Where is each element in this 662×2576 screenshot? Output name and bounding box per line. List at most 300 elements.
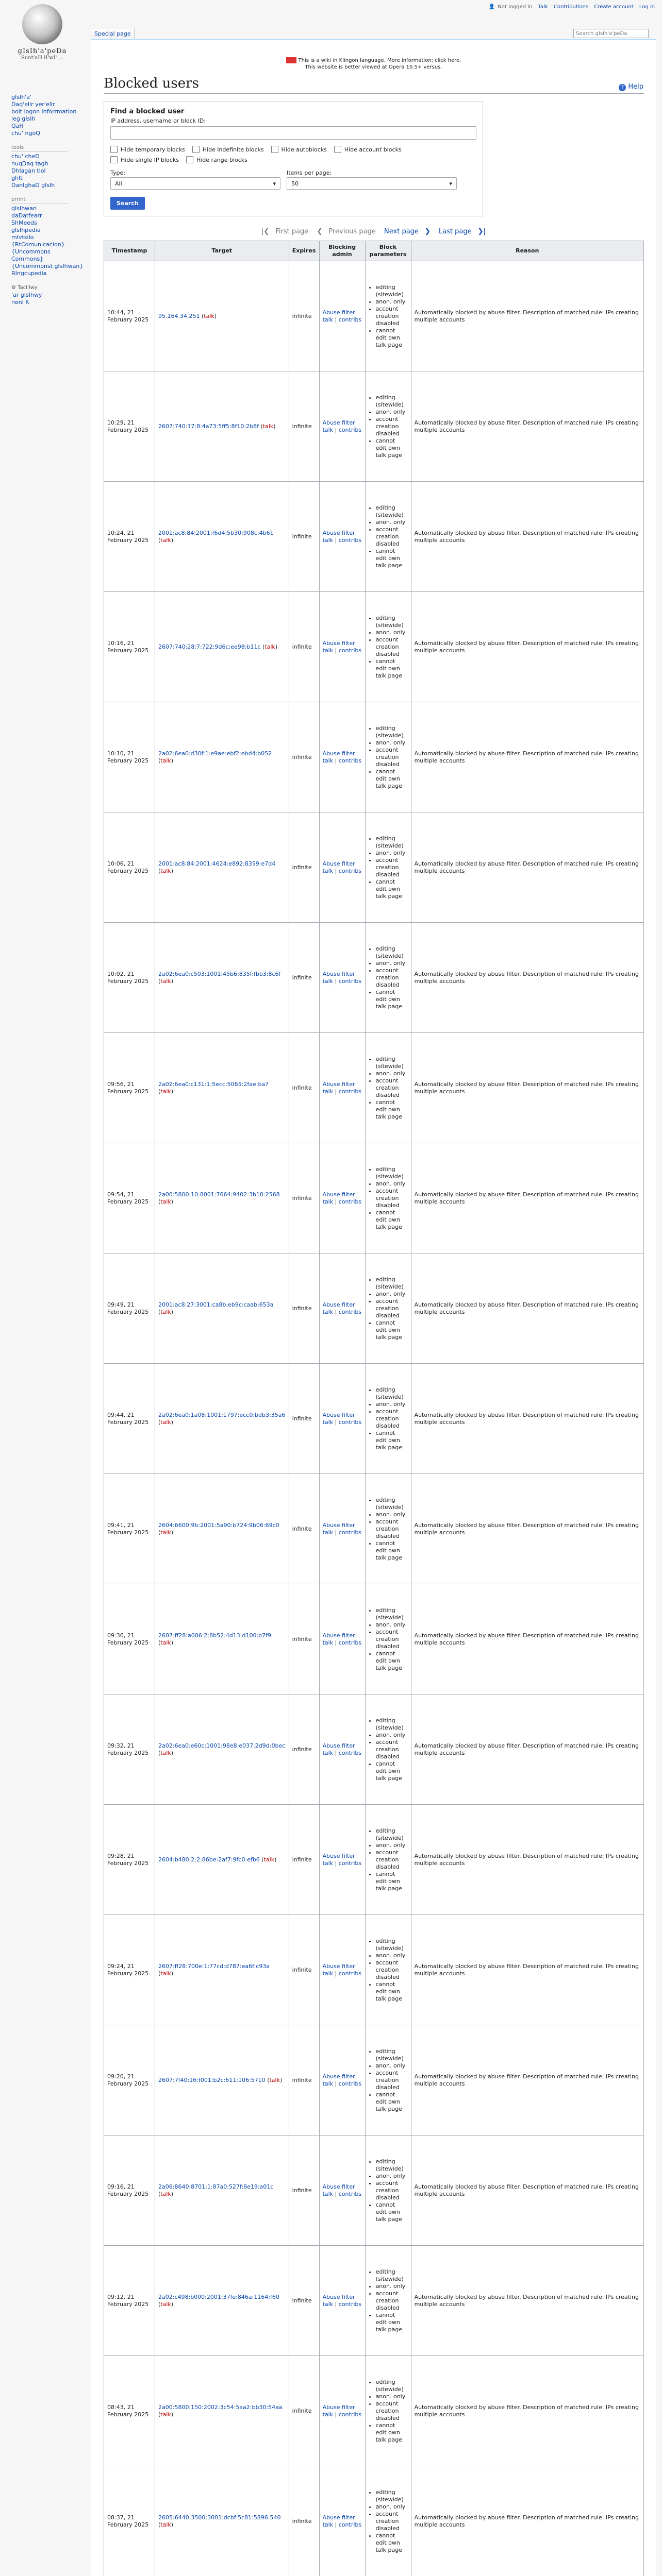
separator: | (333, 316, 339, 323)
not-logged-in: Not logged in (498, 4, 533, 10)
expires-cell: infinite (289, 1033, 319, 1143)
table-row (104, 923, 644, 1033)
reason-cell: Automatically blocked by abuse filter. Description of matched rule: IPs creating multiple accounts (411, 2246, 643, 2356)
expires-cell: infinite (289, 2356, 319, 2466)
param-item: • cannot edit own talk page (376, 1650, 408, 1672)
target-talk-link[interactable]: talk (160, 2300, 171, 2308)
admin-link[interactable]: Abuse filter (322, 1632, 355, 1639)
admin-talk-link[interactable]: talk (322, 2521, 334, 2528)
target-ip-link[interactable]: 95.164.34.251 (158, 312, 200, 319)
expires-cell: infinite (289, 2136, 319, 2246)
checkbox-box[interactable] (334, 146, 341, 153)
param-item: • editing (sitewide) (376, 2048, 408, 2062)
target-talk-link[interactable]: talk (160, 1088, 171, 1095)
timestamp-cell: 09:12, 21 February 2025 (104, 2246, 155, 2356)
params-cell (365, 1143, 411, 1253)
sidebar-tool-item[interactable]: nuqDaq tagh (11, 160, 48, 167)
sidebar-nav-item[interactable]: QaH (11, 123, 24, 129)
form-legend: Find a blocked user (110, 108, 185, 115)
admin-link[interactable]: Abuse filter (322, 2073, 355, 2080)
admin-contribs-link[interactable]: contribs (338, 1308, 362, 1315)
filter-checkbox[interactable] (110, 156, 179, 163)
param-item: • cannot edit own talk page (376, 2312, 408, 2333)
admin-link[interactable]: Abuse filter (322, 2403, 355, 2411)
sidebar-nav-item[interactable]: chu' ngoQ (11, 130, 40, 137)
admin-contribs-link[interactable]: contribs (338, 1859, 362, 1867)
target-cell: 2a02:6ea0:1a08:1001:1797:ecc0:bdb3:35a6 (talk) (155, 1364, 289, 1474)
sidebar-tool-item[interactable]: chu' cheD (11, 153, 40, 160)
admin-talk-link[interactable]: talk (322, 1198, 334, 1205)
col-expires[interactable]: Expires (289, 241, 319, 261)
sidebar-nav-item[interactable]: gIsIh'a' (11, 94, 31, 100)
admin-talk-link[interactable]: talk (322, 2190, 334, 2197)
target-talk-link[interactable]: talk (160, 1198, 171, 1205)
table-row (104, 702, 644, 812)
target-talk-link[interactable]: talk (160, 1749, 171, 1756)
sidebar-print-item[interactable]: daDatfearr (11, 212, 42, 219)
target-ip-link[interactable]: 2607:740:28:7:722:9d6c:ee98:b11c (158, 643, 261, 650)
checkbox-box[interactable] (110, 146, 118, 153)
col-params: Block parameters (365, 241, 411, 261)
admin-contribs-link[interactable]: contribs (338, 977, 362, 985)
admin-talk-link[interactable]: talk (322, 2080, 334, 2087)
admin-talk-link[interactable]: talk (322, 1859, 334, 1867)
admin-link[interactable]: Abuse filter (322, 419, 355, 426)
separator: | (333, 426, 339, 433)
admin-contribs-link[interactable]: contribs (338, 867, 362, 874)
admin-link[interactable]: Abuse filter (322, 2293, 355, 2300)
gear-icon[interactable]: ⚙ (11, 285, 16, 291)
target-cell: 2a02:6ea0:c503:1001:45b6:835f:fbb3:8c6f (talk) (155, 923, 289, 1033)
filter-checkbox[interactable] (186, 156, 247, 163)
checkbox-label: Hide temporary blocks (121, 146, 185, 153)
admin-talk-link[interactable]: talk (322, 977, 334, 985)
params-list (369, 2379, 408, 2444)
table-header-row (104, 241, 644, 261)
param-item: • editing (sitewide) (376, 504, 408, 519)
param-item: • account creation disabled (376, 526, 408, 548)
login-link[interactable]: Log in (639, 4, 655, 10)
target-ip-link[interactable]: 2604:6600:9b:2001:5a90:b724:9b06:69c0 (158, 1521, 279, 1529)
admin-contribs-link[interactable]: contribs (338, 2411, 362, 2418)
param-item: • editing (sitewide) (376, 1717, 408, 1732)
filter-checkbox[interactable] (334, 146, 402, 153)
admin-contribs-link[interactable]: contribs (338, 1970, 362, 1977)
admin-cell (319, 1805, 365, 1915)
contributions-link[interactable]: Contributions (553, 4, 589, 10)
type-value: All (115, 180, 122, 187)
admin-talk-link[interactable]: talk (322, 1749, 334, 1756)
admin-link[interactable]: Abuse filter (322, 750, 355, 757)
target-talk-link[interactable]: talk (204, 312, 214, 319)
admin-link[interactable]: Abuse filter (322, 2514, 355, 2521)
sidebar-tool-item[interactable]: DanIghaD gIsIh (11, 182, 55, 189)
col-reason: Reason (411, 241, 643, 261)
params-list (369, 1276, 408, 1341)
target-ip-link[interactable]: 2001:ac8:27:3001:ca8b:eb9c:caab:653a (158, 1301, 274, 1308)
admin-link[interactable]: Abuse filter (322, 970, 355, 977)
admin-contribs-link[interactable]: contribs (338, 536, 362, 544)
checkbox-box[interactable] (110, 156, 118, 163)
separator: | (333, 536, 339, 544)
target-ip-link[interactable]: 2a02:6ea0:d30f:1:e9ae:ebf2:ebd4:b052 (158, 750, 272, 757)
checkbox-label: Hide range blocks (196, 156, 247, 163)
target-cell: 2a02:6ea0:e60c:1001:98e8:e037:2d9d:0bec (talk) (155, 1694, 289, 1805)
target-ip-link[interactable]: 2a00:5800:150:2002:3c54:5aa2:bb30:54aa (158, 2403, 283, 2411)
sidebar-print-item[interactable]: mIvtsilo (11, 234, 34, 241)
param-item: • editing (sitewide) (376, 615, 408, 629)
target-cell: 2a02:c498:b000:2001:37fe:846a:1164:f60 (talk) (155, 2246, 289, 2356)
admin-cell (319, 482, 365, 592)
param-item: • anon. only (376, 850, 408, 857)
admin-contribs-link[interactable]: contribs (338, 426, 362, 433)
admin-link[interactable]: Abuse filter (322, 1962, 355, 1970)
admin-talk-link[interactable]: talk (322, 1088, 334, 1095)
target-ip-link[interactable]: 2a02:6ea0:c503:1001:45b6:835f:fbb3:8c6f (158, 970, 281, 977)
target-talk-link[interactable]: talk (160, 977, 171, 985)
admin-link[interactable]: Abuse filter (322, 1411, 355, 1418)
target-talk-link[interactable]: talk (264, 643, 275, 650)
table-row (104, 261, 644, 371)
admin-contribs-link[interactable]: contribs (338, 757, 362, 764)
admin-talk-link[interactable]: talk (322, 316, 334, 323)
target-cell: 2604:6600:9b:2001:5a90:b724:9b06:69c0 (talk) (155, 1474, 289, 1584)
admin-cell (319, 2246, 365, 2356)
create-account-link[interactable]: Create account (594, 4, 634, 10)
target-cell: 2607:ff28:a006:2:8b52:4d13:d100:b7f9 (talk) (155, 1584, 289, 1694)
reason-cell: Automatically blocked by abuse filter. Description of matched rule: IPs creating multiple accounts (411, 1253, 643, 1364)
reason-cell: Automatically blocked by abuse filter. Description of matched rule: IPs creating multiple accounts (411, 812, 643, 923)
target-ip-link[interactable]: 2001:ac8:84:2001:f6d4:5b30:908c:4b61 (158, 529, 274, 536)
target-ip-link[interactable]: 2607:ff28:700e:1:77cd:d787:ea6f:c93a (158, 1962, 270, 1970)
timestamp-cell: 10:44, 21 February 2025 (104, 261, 155, 371)
table-row (104, 2136, 644, 2246)
target-talk-link[interactable]: talk (263, 1856, 275, 1863)
sidebar-tool-item[interactable]: ghIt (11, 175, 23, 181)
sidebar-nav-item[interactable]: Daq'ellr yer'ellr (11, 101, 55, 108)
find-blocked-user-form (104, 101, 483, 216)
target-ip-link[interactable]: 2a06:8640:8701:1:87a0:527f:8e19:a01c (158, 2183, 274, 2190)
param-item: • editing (sitewide) (376, 1827, 408, 1842)
expires-cell: infinite (289, 702, 319, 812)
params-list (369, 284, 408, 349)
last-page-icon[interactable]: ❯| (477, 228, 486, 235)
target-cell: 2607:7f40:16:f001:b2c:611:106:5710 (talk) (155, 2025, 289, 2136)
col-target[interactable]: Target (155, 241, 289, 261)
expires-cell: infinite (289, 2466, 319, 2576)
site-logo[interactable] (4, 4, 80, 71)
admin-contribs-link[interactable]: contribs (338, 1198, 362, 1205)
reason-cell: Automatically blocked by abuse filter. Description of matched rule: IPs creating multiple accounts (411, 702, 643, 812)
admin-contribs-link[interactable]: contribs (338, 2080, 362, 2087)
admin-link[interactable]: Abuse filter (322, 860, 355, 867)
param-item: • anon. only (376, 2283, 408, 2290)
params-cell (365, 2246, 411, 2356)
checkbox-box[interactable] (186, 156, 193, 163)
target-ip-link[interactable]: 2604:b480:2:2:86be:2af7:9fc0:efb6 (158, 1856, 260, 1863)
admin-talk-link[interactable]: talk (322, 1308, 334, 1315)
admin-contribs-link[interactable]: contribs (338, 316, 362, 323)
timestamp-cell: 09:49, 21 February 2025 (104, 1253, 155, 1364)
target-talk-link[interactable]: talk (160, 2190, 171, 2197)
filter-checkbox[interactable] (192, 146, 264, 153)
params-cell (365, 2356, 411, 2466)
target-talk-link[interactable]: talk (160, 2411, 171, 2418)
separator: | (333, 1529, 339, 1536)
target-talk-link[interactable]: talk (160, 2521, 171, 2528)
target-talk-link[interactable]: talk (160, 1418, 171, 1426)
param-item: • anon. only (376, 298, 408, 306)
param-item: • account creation disabled (376, 1298, 408, 1319)
sidebar-nav-item[interactable]: leg gIsIh (11, 115, 36, 122)
next-page-icon[interactable]: ❯ (424, 228, 431, 235)
reason-cell: Automatically blocked by abuse filter. Description of matched rule: IPs creating multiple accounts (411, 2356, 643, 2466)
sidebar-print-item[interactable]: {RtComunicacion} (11, 241, 65, 248)
sidebar-print-item[interactable]: RIngcupedia (11, 270, 47, 277)
admin-talk-link[interactable]: talk (322, 867, 334, 874)
type-select[interactable] (110, 177, 280, 190)
param-item: • editing (sitewide) (376, 1166, 408, 1180)
tab-bar (91, 27, 657, 39)
pager (91, 228, 656, 235)
checkbox-box[interactable] (271, 146, 278, 153)
search-button[interactable]: Search (110, 197, 145, 210)
sidebar-print-item[interactable]: ShMeeds (11, 219, 37, 226)
params-cell (365, 1805, 411, 1915)
param-item: • anon. only (376, 1291, 408, 1298)
type-label: Type: (110, 170, 125, 176)
admin-cell (319, 1584, 365, 1694)
params-cell (365, 482, 411, 592)
expires-cell: infinite (289, 592, 319, 702)
admin-cell (319, 1143, 365, 1253)
param-item: • account creation disabled (376, 1077, 408, 1099)
params-list (369, 725, 408, 790)
admin-link[interactable]: Abuse filter (322, 1521, 355, 1529)
admin-talk-link[interactable]: talk (322, 757, 334, 764)
admin-talk-link[interactable]: talk (322, 647, 334, 654)
admin-link[interactable]: Abuse filter (322, 639, 355, 647)
talk-link[interactable]: Talk (538, 4, 548, 10)
admin-contribs-link[interactable]: contribs (338, 2300, 362, 2308)
target-talk-link[interactable]: talk (160, 867, 171, 874)
param-item: • anon. only (376, 1952, 408, 1959)
search-input[interactable]: Search gIsIh'a'peDa (573, 29, 649, 38)
param-item: • cannot edit own talk page (376, 2532, 408, 2554)
timestamp-cell: 09:28, 21 February 2025 (104, 1805, 155, 1915)
target-ip-link[interactable]: 2a02:6ea0:e60c:1001:98e8:e037:2d9d:0bec (158, 1742, 286, 1749)
admin-cell (319, 261, 365, 371)
last-page-link[interactable]: Last page (438, 228, 472, 235)
target-talk-link[interactable]: talk (160, 1970, 171, 1977)
table-row (104, 1143, 644, 1253)
target-ip-link[interactable]: 2a02:6ea0:c131:1:5ecc:5065:2fae:ba7 (158, 1080, 269, 1088)
sidebar-print-item[interactable]: gIsIhpedia (11, 227, 41, 233)
sidebar-print-heading: prrint (11, 196, 68, 204)
admin-contribs-link[interactable]: contribs (338, 1529, 362, 1536)
admin-talk-link[interactable]: talk (322, 1418, 334, 1426)
next-page-link[interactable]: Next page (384, 228, 419, 235)
admin-link[interactable]: Abuse filter (322, 1301, 355, 1308)
param-item: • anon. only (376, 629, 408, 636)
expires-cell: infinite (289, 1474, 319, 1584)
param-item: • editing (sitewide) (376, 835, 408, 850)
target-talk-link[interactable]: talk (160, 757, 171, 764)
params-cell (365, 1033, 411, 1143)
target-ip-link[interactable]: 2a00:5800:10:8001:7664:9402:3b10:2568 (158, 1191, 280, 1198)
timestamp-cell: 09:16, 21 February 2025 (104, 2136, 155, 2246)
sidebar-nav-item[interactable]: bolt logon inforrmation (11, 108, 77, 115)
items-per-page-select[interactable] (287, 177, 457, 190)
admin-contribs-link[interactable]: contribs (338, 1749, 362, 1756)
help-link[interactable] (619, 83, 643, 91)
admin-contribs-link[interactable]: contribs (338, 2521, 362, 2528)
admin-talk-link[interactable]: talk (322, 2411, 334, 2418)
admin-contribs-link[interactable]: contribs (338, 1639, 362, 1646)
help-label[interactable]: Help (628, 83, 643, 91)
admin-talk-link[interactable]: talk (322, 1529, 334, 1536)
timestamp-cell: 09:24, 21 February 2025 (104, 1915, 155, 2025)
admin-link[interactable]: Abuse filter (322, 1852, 355, 1859)
param-item: • account creation disabled (376, 1739, 408, 1760)
params-cell (365, 702, 411, 812)
timestamp-cell: 09:44, 21 February 2025 (104, 1364, 155, 1474)
params-list (369, 2158, 408, 2223)
params-list (369, 2268, 408, 2333)
separator: | (333, 1749, 339, 1756)
target-input[interactable] (110, 126, 476, 140)
sidebar-tool-item[interactable]: Dhlagan tlol (11, 167, 46, 174)
reason-cell: Automatically blocked by abuse filter. Description of matched rule: IPs creating multiple accounts (411, 371, 643, 482)
notice-line-2: This website is better viewed at Opera 10.5+ versus. (305, 64, 442, 70)
param-item: • editing (sitewide) (376, 725, 408, 739)
target-ip-link[interactable]: 2607:ff28:a006:2:8b52:4d13:d100:b7f9 (158, 1632, 272, 1639)
param-item: • editing (sitewide) (376, 2268, 408, 2283)
table-row (104, 1805, 644, 1915)
sidebar-print-item[interactable]: gIsIhwan (11, 205, 37, 212)
target-talk-link[interactable]: talk (262, 422, 274, 430)
target-talk-link[interactable]: talk (269, 2076, 280, 2083)
params-list (369, 1056, 408, 1121)
target-input-label: IP address, username or block ID: (110, 117, 206, 124)
sidebar-print-item[interactable]: {Uncommonst gIsIhwan} (11, 263, 84, 269)
admin-talk-link[interactable]: talk (322, 536, 334, 544)
params-list (369, 2489, 408, 2554)
expires-cell: infinite (289, 261, 319, 371)
sidebar-language-item[interactable]: 'ar gIsIhwy (11, 292, 42, 298)
page-title: Blocked users (104, 76, 644, 94)
target-ip-link[interactable]: 2001:ac8:84:2001:4624:e892:8359:e7d4 (158, 860, 276, 867)
table-row (104, 812, 644, 923)
col-admin[interactable]: Blocking admin (319, 241, 365, 261)
checkbox-box[interactable] (192, 146, 200, 153)
target-cell: 2001:ac8:84:2001:4624:e892:8359:e7d4 (talk) (155, 812, 289, 923)
timestamp-cell: 10:24, 21 February 2025 (104, 482, 155, 592)
filter-checkboxes (110, 146, 430, 163)
target-talk-link[interactable]: talk (160, 1529, 171, 1536)
target-ip-link[interactable]: 2a02:c498:b000:2001:37fe:846a:1164:f60 (158, 2293, 279, 2300)
reason-cell: Automatically blocked by abuse filter. Description of matched rule: IPs creating multiple accounts (411, 1364, 643, 1474)
param-item: • cannot edit own talk page (376, 1981, 408, 2003)
admin-cell (319, 1253, 365, 1364)
separator: | (333, 1308, 339, 1315)
target-talk-link[interactable]: talk (160, 1308, 171, 1315)
admin-contribs-link[interactable]: contribs (338, 1418, 362, 1426)
params-list (369, 1607, 408, 1672)
table-row (104, 371, 644, 482)
col-timestamp[interactable]: Timestamp (104, 241, 155, 261)
chevron-down-icon: ▾ (449, 180, 452, 187)
admin-link[interactable]: Abuse filter (322, 529, 355, 536)
admin-cell (319, 702, 365, 812)
separator: | (333, 2190, 339, 2197)
param-item: • account creation disabled (376, 967, 408, 989)
sidebar-tools (11, 144, 84, 189)
tab-special-page[interactable] (91, 28, 135, 39)
admin-link[interactable]: Abuse filter (322, 1080, 355, 1088)
table-row (104, 1915, 644, 2025)
logo-tagline: Sunt'aH lI'wI' ... (21, 55, 64, 61)
admin-contribs-link[interactable]: contribs (338, 1088, 362, 1095)
admin-talk-link[interactable]: talk (322, 426, 334, 433)
help-icon: ? (619, 84, 626, 91)
target-talk-link[interactable]: talk (160, 536, 171, 544)
target-ip-link[interactable]: 2607:7f40:16:f001:b2c:611:106:5710 (158, 2076, 266, 2083)
reason-cell: Automatically blocked by abuse filter. Description of matched rule: IPs creating multiple accounts (411, 1915, 643, 2025)
param-item: • account creation disabled (376, 306, 408, 327)
filter-checkbox[interactable] (271, 146, 327, 153)
param-item: • anon. only (376, 960, 408, 967)
timestamp-cell: 10:06, 21 February 2025 (104, 812, 155, 923)
reason-cell: Automatically blocked by abuse filter. Description of matched rule: IPs creating multiple accounts (411, 1143, 643, 1253)
reason-cell: Automatically blocked by abuse filter. Description of matched rule: IPs creating multiple accounts (411, 1584, 643, 1694)
target-ip-link[interactable]: 2605:6440:3500:3001:dcbf:5c81:5896:540 (158, 2514, 281, 2521)
params-cell (365, 1584, 411, 1694)
admin-link[interactable]: Abuse filter (322, 1742, 355, 1749)
admin-talk-link[interactable]: talk (322, 2300, 334, 2308)
table-row (104, 1033, 644, 1143)
admin-contribs-link[interactable]: contribs (338, 647, 362, 654)
separator: | (333, 1639, 339, 1646)
target-talk-link[interactable]: talk (160, 1639, 171, 1646)
admin-cell (319, 923, 365, 1033)
admin-talk-link[interactable]: talk (322, 1639, 334, 1646)
admin-link[interactable]: Abuse filter (322, 1191, 355, 1198)
checkbox-label: Hide indefinite blocks (202, 146, 264, 153)
timestamp-cell: 09:41, 21 February 2025 (104, 1474, 155, 1584)
reason-cell: Automatically blocked by abuse filter. Description of matched rule: IPs creating multiple accounts (411, 592, 643, 702)
filter-checkbox[interactable] (110, 146, 185, 153)
tab-special-label[interactable]: Special page (94, 30, 131, 37)
sidebar-language-item[interactable]: nenl K (11, 299, 29, 306)
target-ip-link[interactable]: 2a02:6ea0:1a08:1001:1797:ecc0:bdb3:35a6 (158, 1411, 286, 1418)
admin-link[interactable]: Abuse filter (322, 2183, 355, 2190)
site-notice (263, 57, 485, 71)
table-row (104, 482, 644, 592)
table-row (104, 1253, 644, 1364)
target-cell: 2a02:6ea0:c131:1:5ecc:5065:2fae:ba7 (talk) (155, 1033, 289, 1143)
admin-link[interactable]: Abuse filter (322, 309, 355, 316)
admin-talk-link[interactable]: talk (322, 1970, 334, 1977)
reason-cell: Automatically blocked by abuse filter. Description of matched rule: IPs creating multiple accounts (411, 482, 643, 592)
sidebar-print-item[interactable]: {Uncommons Commons} (11, 248, 51, 262)
admin-contribs-link[interactable]: contribs (338, 2190, 362, 2197)
separator: | (333, 2411, 339, 2418)
expires-cell: infinite (289, 1364, 319, 1474)
target-ip-link[interactable]: 2607:740:17:8:4a73:5ff5:8f10:2b8f (158, 422, 259, 430)
param-item: • account creation disabled (376, 747, 408, 768)
target-cell: 2607:740:28:7:722:9d6c:ee98:b11c (talk) (155, 592, 289, 702)
